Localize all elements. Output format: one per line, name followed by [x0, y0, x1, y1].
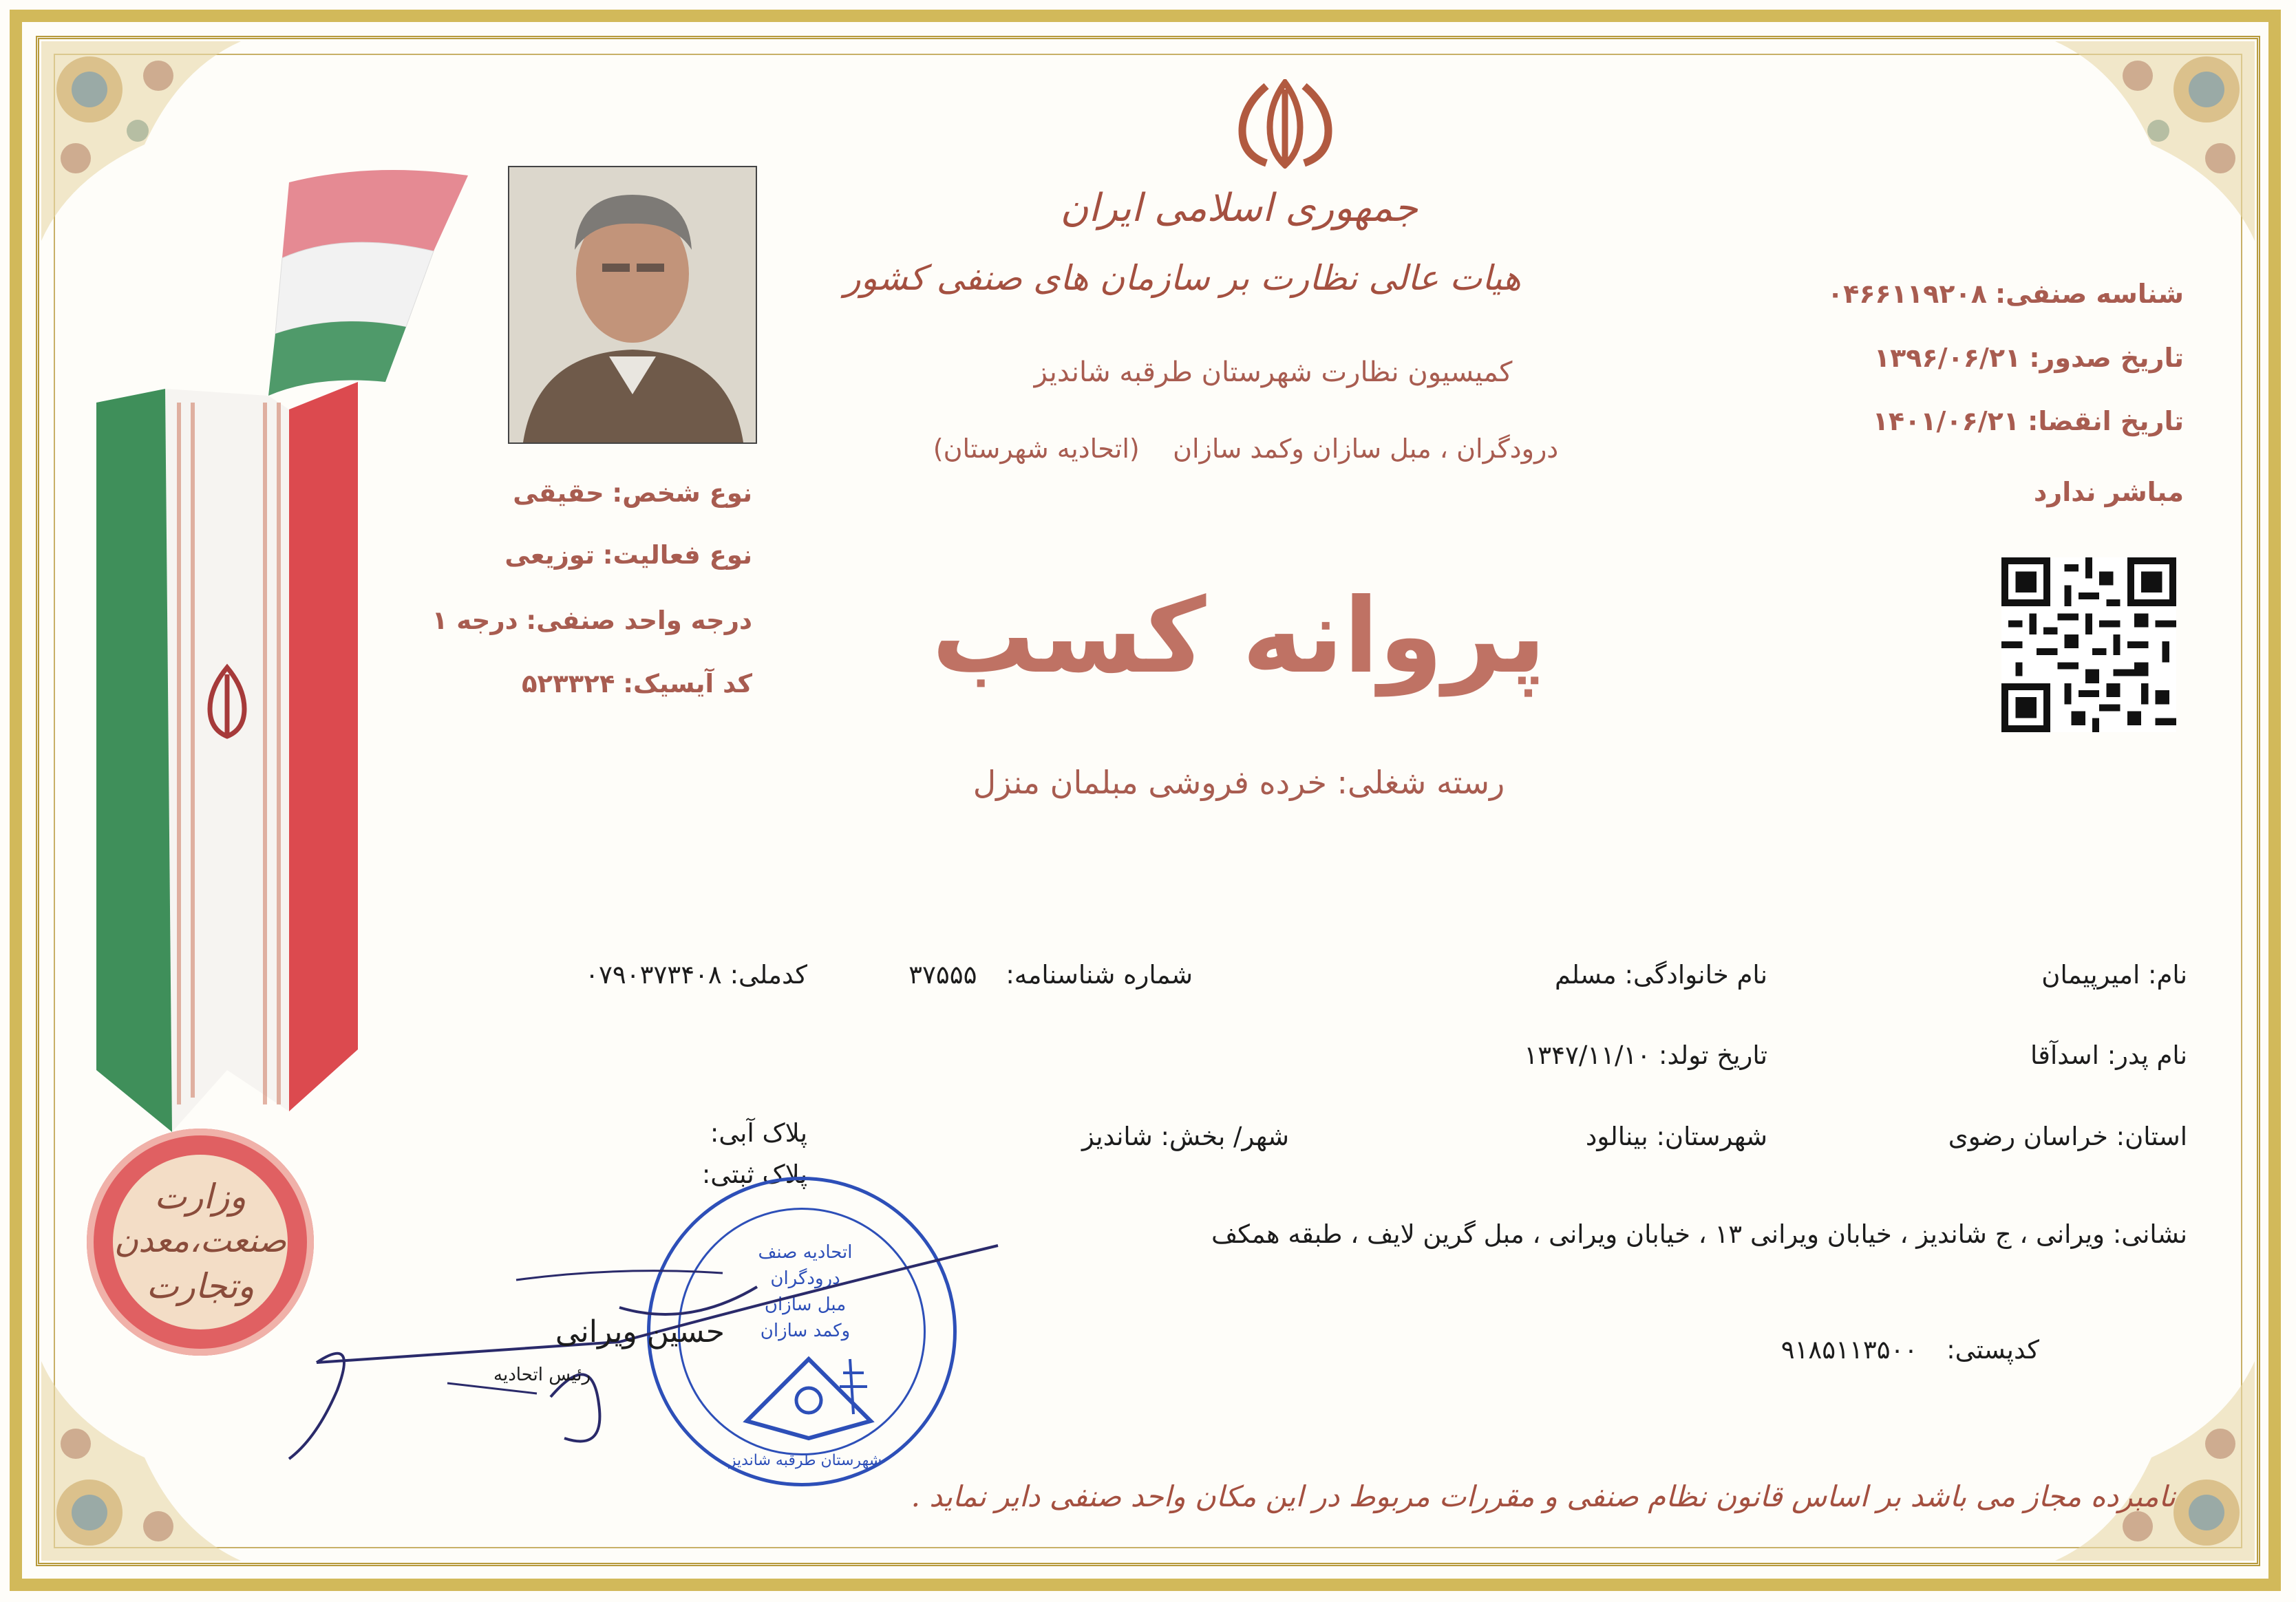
isic-row	[522, 669, 752, 698]
grade-row	[432, 606, 752, 635]
guild-id-row	[1827, 279, 2184, 309]
footer-note: نامبرده مجاز می باشد بر اساس قانون نظام صنفی و مقررات مربوط در این مکان واحد صنفی دایر نماید .	[911, 1480, 2176, 1513]
union-type: (اتحادیه شهرستان)	[933, 434, 1140, 464]
national-code-label: کدملی:	[730, 960, 807, 990]
seal-line-1: وزارت	[154, 1177, 246, 1217]
seal-line-2: صنعت،معدن	[114, 1221, 287, 1260]
national-code-value: ۰۷۹۰۳۷۳۴۰۸	[585, 960, 722, 990]
postal-code-value: ۹۱۸۵۱۱۳۵۰۰	[1781, 1335, 1918, 1365]
signer-name: حسین ویرانی	[555, 1314, 725, 1349]
expiry-date-value: ۱۴۰۱/۰۶/۲۱	[1872, 406, 2020, 436]
address-value: ویرانی ، ج شاندیز ، خیابان ویرانی ۱۳ ، خیابان ویرانی ، مبل گرین لایف ، طبقه همکف	[1211, 1219, 2105, 1249]
manager-note: مباشر ندارد	[2033, 477, 2184, 507]
corner-ornament-top-right	[2055, 41, 2255, 241]
blue-plate-label: پلاک آبی:	[710, 1118, 807, 1148]
union-line	[902, 434, 1590, 464]
id-number-label: شماره شناسنامه:	[1006, 960, 1193, 990]
corner-ornament-bottom-right	[2055, 1361, 2255, 1561]
grade-value: درجه ۱	[432, 606, 518, 635]
id-number-field	[908, 960, 1193, 990]
postal-code-field	[1781, 1335, 2039, 1365]
county-value: بینالود	[1585, 1122, 1648, 1151]
person-type-row	[513, 478, 752, 508]
iran-emblem-icon	[1232, 79, 1339, 169]
father-name-label: نام پدر:	[2107, 1040, 2187, 1070]
birth-date-field	[1524, 1040, 1767, 1070]
province-label: استان:	[2116, 1122, 2187, 1151]
expiry-date-row	[1873, 406, 2184, 436]
id-number-value: ۳۷۵۵۵	[908, 960, 977, 990]
certificate-title: پروانه کسب	[931, 577, 1546, 696]
flag-ribbon	[83, 155, 468, 1173]
city-label: شهر/ بخش:	[1160, 1122, 1289, 1151]
corner-ornament-bottom-left	[41, 1361, 241, 1561]
qr-code-icon	[2001, 557, 2176, 732]
union-name: درودگران ، مبل سازان وکمد سازان	[1173, 434, 1559, 464]
signature-scribble	[275, 1225, 1032, 1480]
family-name-label: نام خانوادگی:	[1624, 960, 1767, 990]
issue-date-value: ۱۳۹۶/۰۶/۲۱	[1873, 343, 2021, 373]
stamp-line-2: درودگران	[770, 1268, 840, 1289]
stamp-line-1: اتحادیه صنف	[758, 1242, 853, 1263]
father-name-field	[2030, 1040, 2187, 1070]
family-name-value: مسلم	[1555, 960, 1617, 990]
republic-title: جمهوری اسلامی ایران	[1060, 186, 1418, 231]
board-title: هیات عالی نظارت بر سازمان های صنفی کشور	[844, 258, 1521, 298]
holder-photo	[508, 166, 757, 444]
registered-plate-label: پلاک ثبتی:	[701, 1160, 807, 1189]
occupation-label: رسته شغلی:	[1337, 764, 1505, 801]
stamp-line-3: مبل سازان	[764, 1294, 847, 1315]
father-name-value: اسدآقا	[2030, 1040, 2099, 1070]
activity-label: نوع فعالیت:	[602, 540, 752, 570]
occupation-line	[950, 764, 1528, 801]
stamp-line-4: وکمد سازان	[760, 1321, 851, 1341]
stamp-ring-text: شهرستان طرقبه شاندیز	[728, 1452, 882, 1469]
expiry-date-label: تاریخ انقضا:	[2028, 406, 2184, 436]
signer-role: رئیس اتحادیه	[493, 1365, 591, 1385]
activity-value: توزیعی	[504, 540, 595, 570]
grade-label: درجه واحد صنفی:	[526, 606, 752, 635]
postal-code-label: کدپستی:	[1946, 1335, 2039, 1365]
city-value: شاندیز	[1081, 1122, 1153, 1151]
isic-value: ۵۲۳۳۲۴	[521, 669, 615, 698]
name-field	[2041, 960, 2187, 990]
national-code-field	[585, 960, 807, 990]
person-type-value: حقیقی	[513, 478, 604, 508]
isic-label: کد آیسیک:	[623, 669, 752, 698]
guild-id-value: ۰۴۶۶۱۱۹۲۰۸	[1827, 279, 1987, 309]
province-value: خراسان رضوی	[1948, 1122, 2108, 1151]
commission-name: کمیسیون نظارت شهرستان طرقبه شاندیز	[1034, 356, 1513, 388]
address-field	[1211, 1219, 2187, 1249]
province-field	[1948, 1122, 2187, 1151]
activity-row	[504, 540, 752, 570]
city-field	[1082, 1122, 1289, 1151]
person-type-label: نوع شخص:	[612, 478, 752, 508]
birth-date-label: تاریخ تولد:	[1659, 1040, 1767, 1070]
issue-date-row	[1874, 343, 2184, 373]
name-value: امیرپیمان	[2041, 960, 2140, 990]
county-label: شهرستان:	[1656, 1122, 1767, 1151]
guild-id-label: شناسه صنفی:	[1995, 279, 2184, 309]
address-label: نشانی:	[2112, 1219, 2187, 1249]
county-field	[1586, 1122, 1767, 1151]
issue-date-label: تاریخ صدور:	[2029, 343, 2184, 373]
birth-date-value: ۱۳۴۷/۱۱/۱۰	[1524, 1040, 1651, 1070]
family-name-field	[1555, 960, 1767, 990]
occupation-value: خرده فروشی مبلمان منزل	[972, 764, 1327, 801]
name-label: نام:	[2148, 960, 2187, 990]
seal-line-3: وتجارت	[146, 1266, 255, 1306]
